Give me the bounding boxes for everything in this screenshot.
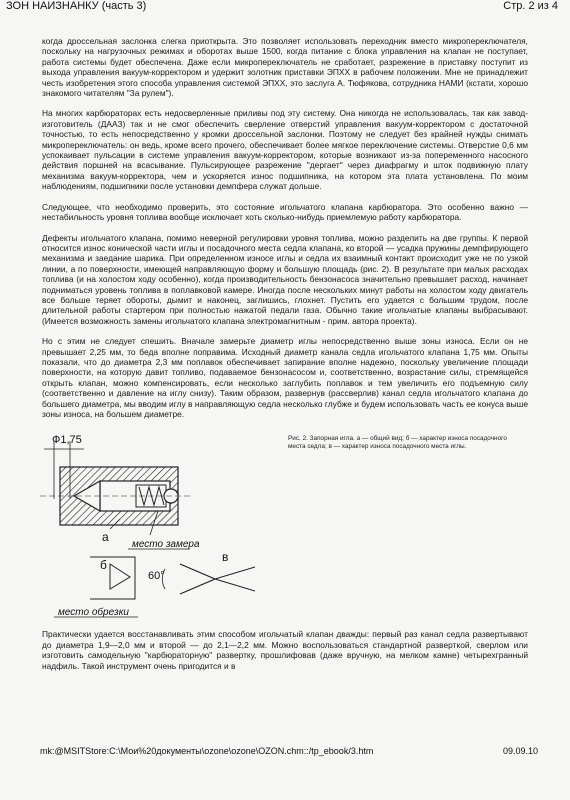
document-title: ЗОН НАИЗНАНКУ (часть 3) <box>6 0 147 12</box>
paragraph: Дефекты игольчатого клапана, помимо неверной регулировки уровня топлива, можно разделить на две группы. К первой относится износ конической части иглы и посадочного места седла клапана, ко второй — усадка пружины демпфирующего механизма и заедание шарика. При определенном износе иглы и седла их взаимный контакт происходит уже не по узкой линии, а по поверхности, имеющей направляющую форму и большую площадь (рис. 2). В результате при малых расходах топлива (и на холостом ходу особенно), когда производительность бензонасоса значительно превышает расход, начинает подниматься уровень топлива в поплавковой камере. Иногда после нескольких минут работы на холостом ходу двигатель все больше теряет обороты, дымит и наконец, заглишись, глохнет. Пустить его удается с большим трудом, после длительной работы стартером при полностью нажатой педали газа. Обычно такие игольчатые клапаны выбрасывают. (Имеется возможность замены игольчатого клапана электромагнитным - прим. автора проекта). <box>42 232 528 326</box>
cut-place-label: место обрезки <box>58 607 129 619</box>
measure-place-label: место замера <box>132 539 200 551</box>
print-date: 09.09.10 <box>502 746 538 756</box>
paragraph: когда дроссельная заслонка слегка приоткрыта. Это позволяет использовать переходник вместо микропереключателя, поскольку на нагрузочных режимах и оборотах выше 1500, когда питание с блока управления на клапан не поступает, работа системы будет обеспечена. Даже если микропереключатель не сработает, разрежение в приставку поступит из выхода управления вакуум-корректором и удержит золотник приставки ЭПХХ в рабочем положении. Мне не принадлежит честь изобретения этого способа управления системой ЭПХХ, это заслуга А. Тюфякова, сотрудника НАМИ (кстати, хорошо знакомого читателям "За рулем"). <box>42 36 528 99</box>
file-path: mk:@MSITStore:C:\Мои%20документы\ozone\ozone\OZON.chm::/tp_ebook/3.htm <box>40 746 374 756</box>
figure-caption: Рис. 2. Запорная игла. а — общий вид; б — характер износа посадочного места седла; в — характер износа посадочного места иглы. <box>288 435 507 451</box>
paragraph: Но с этим не следует спешить. Вначале замерьте диаметр иглы непосредственно выше зоны износа. Если он не превышает 2,25 мм, то беда вполне поправима. Исходный диаметр канала седла игольчатого клапана 1,75 мм. Опыты показали, что до диаметра 2,3 мм поплавок обеспечивает запирание вполне надежно, поскольку увеличение площади поверхности, на которую давит топливо, подаваемое бензонасосом и, соответственно, возрастание силы, стремящейся открыть клапан, можно компенсировать, если несколько заглубить поплавок и тем увеличить его подъемную силу (соответственно и давление на иглу снизу). Таким образом, развернув (рассверлив) канал седла игольчатого клапана до большего диаметра, мы вводим иглу в направляющую седла несколько глубже и будем использовать часть ее конуса выше зоны износа, на большем диаметре. <box>42 336 528 419</box>
needle-valve-drawing <box>40 429 290 619</box>
paragraph: Практически удается восстанавливать этим способом игольчатый клапан дважды: первый раз канал седла развертывают до диаметра 1,9—2,0 мм и второй — до 2,1—2,2 мм. Можно воспользоваться стандартной разверткой, сверлом или изготовить самодельную "карбюраторную" развертку, прошлифовав (даже вручную, на мелком камне) четырехгранный надфиль. Такой инструмент очень пригодится и в <box>42 629 528 671</box>
article-body <box>42 36 528 681</box>
page-counter: Стр. 2 из 4 <box>503 0 558 12</box>
label-v: в <box>222 550 229 565</box>
needle-figure <box>40 429 528 619</box>
paragraph: На многих карбюраторах есть недосверленные приливы под эту систему. Она никогда не использовалась, так как завод-изготовитель (ДААЗ) так и не смог обеспечить сверление отверстий управления вакуум-корректором с достаточной точностью, то есть непосредственно у кромки дроссельной заслонки. Поэтому не следует без крайней нужды снимать микропереключатель: он ведь, кроме всего прочего, обеспечивает более мягкое переключение системы. Отверстие 0,6 мм успокаивает пульсации в системе управления вакуум-корректором, которые возникают из-за попеременного насосного действия поршней на всасывание. Пульсирующее разрежение "дергает" через диафрагму и шток подвижную плату механизма вакуум-корректора, чем и ускоряется износ подшипника, на котором эта плата установлена. По моим наблюдениям, подшипники после установки демпфера служат дольше. <box>42 108 528 192</box>
label-a: а <box>102 530 109 545</box>
page-footer <box>0 746 570 760</box>
diameter-label: Ф1,75 <box>52 434 82 447</box>
page-header <box>0 0 570 14</box>
angle-label: 60° <box>148 570 165 583</box>
label-b: б <box>100 558 107 573</box>
needle-cone-detail <box>180 564 215 594</box>
paragraph: Следующее, что необходимо проверить, это состояние игольчатого клапана карбюратора. Это особенно важно — нестабильность уровня топлива вообще исключает хоть сколько-нибудь приемлемую работу карбюратора. <box>42 201 528 223</box>
